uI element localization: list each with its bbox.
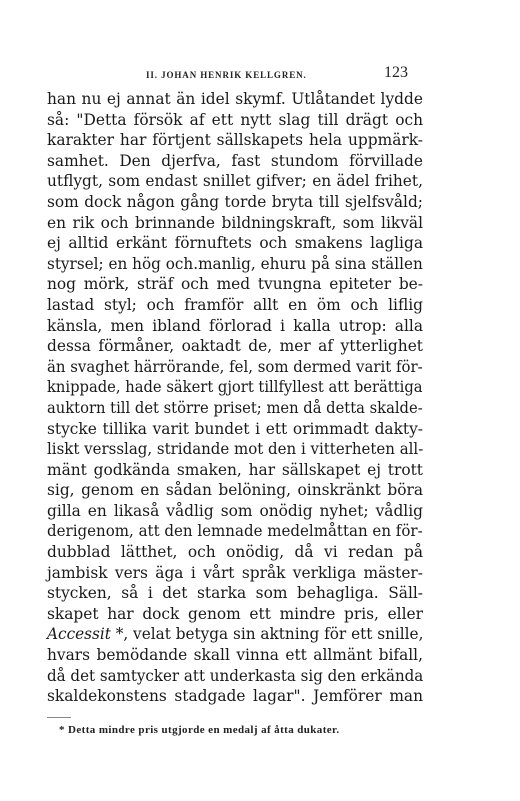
text-line: dubblad lätthet, och onödig, då vi redan på [47, 543, 423, 562]
text-line-accessit [47, 624, 423, 645]
text-line: lastad styl; och framför allt en öm och liflig [47, 295, 423, 314]
text-line: en rik och brinnande bildningskraft, som likväl [47, 213, 423, 232]
text-line: gilla en likaså vådlig som onödig nyhet; vådlig [47, 501, 423, 520]
text-line: sig, genom en sådan belöning, oinskränkt böra [47, 481, 423, 500]
page-number: 123 [384, 64, 408, 81]
footnote-rule [47, 717, 71, 718]
text-line: knippade, hade säkert gjort tillfyllest att berättiga [47, 378, 423, 397]
text-line: ej alltid erkänt förnuftets och smakens lagliga [47, 234, 423, 253]
text-line: stycken, så i det starka som behagliga. Säll- [47, 584, 423, 603]
text-line: nog mörk, sträf och med tvungna epiteter be- [47, 275, 423, 294]
text-line: auktorn till det större priset; men då detta skalde- [47, 398, 423, 417]
text-line: som dock någon gång torde bryta till sjelfsvåld; [47, 192, 423, 211]
text-line: skaldekonstens stadgade lagar". Jemförer man [47, 687, 423, 706]
running-head: II. JOHAN HENRIK KELLGREN. [146, 70, 307, 80]
body-text [47, 89, 423, 707]
text-line: karakter har förtjent sällskapets hela uppmärk- [47, 131, 423, 150]
text-line: hvars bemödande skall vinna ett allmänt bifall, [47, 646, 423, 665]
text-line: skapet har dock genom ett mindre pris, eller [47, 604, 423, 623]
text-line: än svaghet härrörande, fel, som dermed varit för- [47, 357, 423, 376]
text-line: derigenom, att den lemnade medelmåttan en för- [47, 522, 423, 541]
text-line: styrsel; en hög och.manlig, ehuru på sina ställen [47, 254, 423, 273]
accessit-rest: *, velat betyga sin aktning för ett snille, [110, 625, 424, 644]
accessit-word: Accessit [47, 625, 111, 644]
text-line: stycke tillika varit bundet i ett orimmadt dakty- [47, 419, 423, 438]
footnote: * Detta mindre pris utgjorde en medalj af åtta dukater. [59, 724, 340, 736]
text-line: han nu ej annat än idel skymf. Utlåtandet lydde [47, 90, 423, 108]
text-line: utflygt, som endast snillet gifver; en ädel frihet, [47, 172, 423, 191]
text-line: liskt versslag, stridande mot den i vitterheten all- [47, 440, 424, 459]
text-line: samhet. Den djerfva, fast stundom förvillade [47, 151, 423, 170]
text-line: jambisk vers äga i vårt språk verkliga mäster- [47, 563, 423, 582]
text-line: då det samtycker att underkasta sig den erkända [47, 666, 424, 685]
text-line: känsla, men ibland förlorad i kalla utrop: alla [47, 316, 423, 335]
text-line: så: "Detta försök af ett nytt slag till drägt och [47, 110, 423, 129]
text-line: mänt godkända smaken, har sällskapet ej trott [47, 460, 423, 479]
text-line: dessa förmåner, oaktadt de, mer af ytterlighet [47, 337, 423, 356]
